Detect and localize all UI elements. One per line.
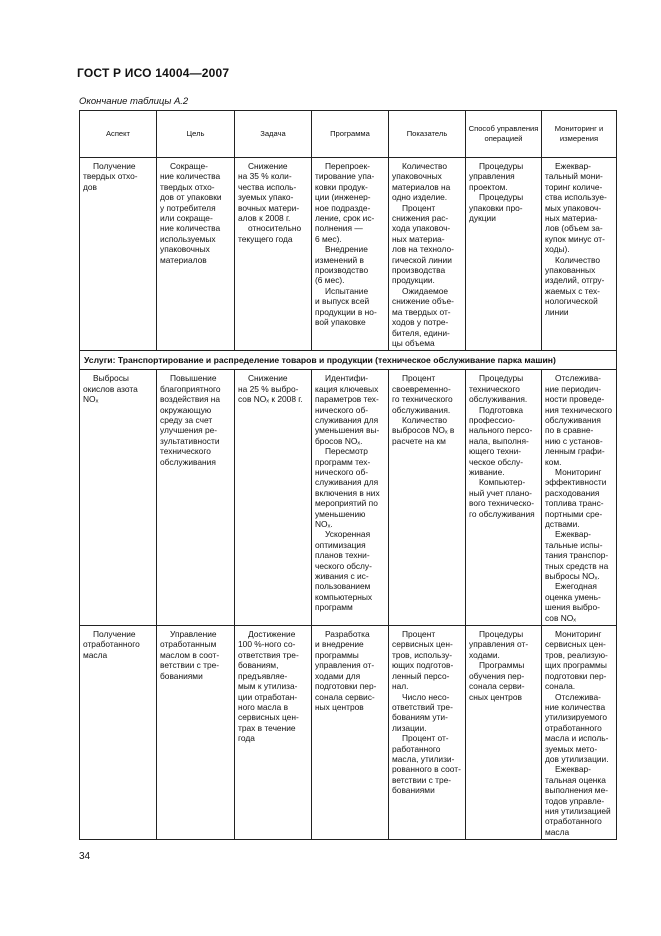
cell-line: NOₓ. [315,519,333,529]
cell-line: ком. [545,456,562,467]
cell-line: управления от- [315,660,375,671]
cell-line: планов техни- [315,550,370,561]
cell-line: окислов азота [83,383,138,394]
cell-line: го технического [392,394,453,405]
cell-line: Перепроек- [325,161,370,171]
cell-line: нию с установ- [545,435,603,446]
cell-line: пользованием [315,581,371,592]
cell-line: купок минус от- [545,233,605,244]
cell-line: отработанным [160,639,217,650]
cell-line: тальный мони- [545,171,603,182]
cell-line: продукции в но- [315,306,377,317]
cell-line: изделий, отгру- [545,275,605,286]
cell-line: оптимизация [315,539,366,550]
cell-line: отработанного [545,816,602,827]
cell-line: Процент [402,373,436,384]
cell-line: ходами для [315,670,361,681]
cell-line: года [238,733,255,744]
cell-line: Снижение [248,373,288,384]
cell-aspect [80,626,157,840]
cell-line: окружающую [160,404,212,415]
cell-line: обслуживания. [469,394,528,405]
cell-line: 6 мес). [315,233,342,244]
cell-line: обучения пер- [469,670,525,681]
table-caption: Окончание таблицы А.2 [79,96,189,107]
cell-line: ние количества [545,701,606,712]
cell-line: портными сре- [545,508,603,519]
cell-line: ния утилизацией [545,805,611,816]
cell-line: компьютерных [315,591,373,602]
section-title: Услуги: Транспортирование и распределение товаров и продукции (техническое обслуживание парка машин) [80,351,617,370]
cell-line: жаемых с тех- [545,285,600,296]
cell-line: воздействия на [160,394,221,405]
cell-line: бованиям, [238,660,279,671]
cell-line: подготовки пер- [545,670,607,681]
header-goal: Цель [157,111,235,158]
cell-line: текущего года [238,233,293,244]
cell-line: обслуживания [545,414,601,425]
cell-line: (6 мес). [315,275,345,286]
cell-line: вой упаковке [315,317,366,328]
cell-line: Процедуры [479,629,524,640]
cell-line: сервисных цен- [545,639,606,650]
cell-line: технического [469,383,520,394]
cell-line: тных средств на [545,560,609,571]
cell-line: Выбросы [93,373,129,384]
cell-line: Снижение [248,161,288,171]
cell-line: уменьшению [315,508,366,519]
header-aspect: Аспект [80,111,157,158]
cell-line: ющих подготов- [392,660,454,671]
cell-line: ление, срок ис- [315,213,375,224]
cell-line: Ускоренная [325,529,371,540]
cell-line: ции отработан- [238,691,298,702]
cell-line: дов утилизации. [545,753,609,764]
cell-task [235,370,312,626]
cell-line: Сокраще- [170,161,208,171]
cell-line: нологической [545,296,598,307]
cell-line: го обслуживания [469,508,535,519]
cell-task [235,158,312,351]
cell-line: сервисных цен- [238,712,299,723]
cell-line: служивания для [315,477,379,488]
cell-line: полнения — [315,223,363,234]
cell-line: материалов [160,254,207,265]
cell-line: алов к 2008 г. [238,213,291,224]
cell-line: лов на техноло- [392,244,454,255]
cell-goal [157,158,235,351]
header-method: Способ управления операцией [466,111,542,158]
cell-line: сов NOₓ к 2008 г. [238,394,303,405]
cell-line: расчете на км [392,435,446,446]
cell-line: вочных матери- [238,202,300,213]
cell-line: относительно [248,223,302,234]
cell-line: Управление [170,629,217,640]
cell-line: бованиями [392,785,435,796]
table-row [80,626,617,840]
cell-line: живания с ис- [315,571,369,582]
cell-line: Пересмотр [325,446,368,457]
cell-method [466,370,542,626]
cell-line: бованиям ути- [392,712,448,723]
cell-line: сервисных цен- [392,639,453,650]
cell-line: тальные испы- [545,539,603,550]
cell-line: Процент [402,202,436,213]
cell-line: материалов на [392,181,451,192]
cell-indicator [389,158,466,351]
cell-line: ответствий тре- [392,701,453,712]
cell-line: ние периодич- [545,383,602,394]
cell-line: Процент [402,629,436,640]
cell-aspect [80,370,157,626]
cell-line: хода упаковоч- [392,223,451,234]
cell-program [312,370,389,626]
cell-line: дукции [469,213,496,224]
cell-line: снижения рас- [392,213,449,224]
cell-line: включения в них [315,487,380,498]
cell-line: Идентифи- [325,373,369,384]
cell-line: Ежеквар- [555,161,591,171]
cell-line: тирование упа- [315,171,375,182]
cell-line: утилизируемого [545,712,608,723]
cell-line: упаковки про- [469,202,523,213]
cell-monitoring [542,370,617,626]
cell-line: тров, использу- [392,649,453,660]
cell-monitoring [542,158,617,351]
cell-line: масла [83,649,108,660]
cell-line: Достижение [248,629,296,640]
cell-line: управления [469,171,515,182]
cell-line: бованиями [160,670,203,681]
cell-line: отработанного [545,722,602,733]
cell-line: масла и исполь- [545,733,609,744]
cell-line: упакованных [545,265,596,276]
cell-line: ных центров [315,701,364,712]
cell-line: одно изделие. [392,192,448,203]
cell-line: ческого обслу- [315,560,372,571]
cell-line: оценка умень- [545,591,601,602]
cell-line: Отслежива- [555,691,601,702]
cell-aspect [80,158,157,351]
cell-line: Процедуры [479,373,524,384]
cell-line: и выпуск всей [315,296,370,307]
cell-line: ветствии с тре- [392,774,452,785]
cell-line: ходов у потре- [392,317,449,328]
cell-line: Процедуры [479,192,524,203]
cell-line: Мониторинг [555,629,602,640]
cell-line: Отслежива- [555,373,601,384]
cell-line: ности проведе- [545,394,605,405]
table-header-row [80,111,617,158]
cell-line: параметров тех- [315,394,379,405]
cell-line: сонала серви- [469,681,525,692]
cell-line: ветствии с тре- [160,660,220,671]
cell-line: бителя, едини- [392,327,450,338]
cell-line: программ тех- [315,456,371,467]
cell-line: подготовки пер- [315,681,377,692]
cell-method [466,158,542,351]
cell-line: Получение [93,161,136,171]
cell-line: ходы). [545,244,570,255]
cell-line: дствами. [545,519,580,529]
cell-line: ных материа- [545,213,598,224]
cell-line: Ежеквар- [555,764,591,775]
cell-line: Получение [93,629,136,640]
cell-line: ное подразде- [315,202,371,213]
cell-line: выбросы NOₓ. [545,571,600,582]
cell-line: живание. [469,466,505,477]
cell-line: ма твердых от- [392,306,451,317]
cell-line: тров, реализую- [545,649,608,660]
cell-line: служивания для [315,414,379,425]
cell-line: ческое обслу- [469,456,524,467]
cell-line: проектом. [469,181,508,192]
cell-line: у потребителя [160,202,216,213]
cell-line: программы [315,649,359,660]
cell-line: торинг количе- [545,181,603,192]
cell-line: ства используе- [545,192,607,203]
cell-line: ответствия тре- [238,649,299,660]
cell-line: нического об- [315,466,369,477]
cell-line: щих программы [545,660,607,671]
cell-line: улучшения ре- [160,425,218,436]
cell-line: упаковочных [392,171,442,182]
cell-line: Ежеквар- [555,529,591,540]
cell-line: Количество [402,161,447,171]
cell-line: рованного в соот- [392,764,461,775]
cell-line: сных центров [469,691,522,702]
cell-line: и внедрение [315,639,364,650]
cell-line: Внедрение [325,244,368,255]
cell-line: 100 %-ного со- [238,639,296,650]
cell-line: ющего техни- [469,446,522,457]
cell-line: ходами. [469,649,500,660]
cell-indicator [389,626,466,840]
cell-line: Ожидаемое [402,285,449,296]
cell-line: сонала. [545,681,576,692]
environmental-aspects-table [79,110,617,840]
cell-line: Повышение [170,373,217,384]
cell-line: ного масла в [238,701,289,712]
cell-program [312,158,389,351]
cell-line: нала, выполня- [469,435,529,446]
cell-line: на 25 % выбро- [238,383,299,394]
cell-line: Испытание [325,285,369,296]
cell-line: тания транспор- [545,550,609,561]
cell-line: производство [315,265,369,276]
cell-line: гической линии [392,254,452,265]
cell-task [235,626,312,840]
cell-line: тодов управле- [545,795,605,806]
cell-line: вого техническо- [469,498,534,509]
table-row [80,158,617,351]
cell-line: зуемых упако- [238,192,294,203]
cell-line: Компьютер- [479,477,526,488]
cell-line: твердых отхо- [160,181,215,192]
cell-method [466,626,542,840]
cell-line: используемых [160,233,216,244]
cell-line: программ [315,602,353,613]
cell-line: дов [83,181,97,192]
cell-line: Мониторинг [555,466,602,477]
cell-line: ние количества [160,223,221,234]
section-row [80,351,617,370]
header-task: Задача [235,111,312,158]
cell-line: Процент от- [402,733,449,744]
cell-line: мых упаковоч- [545,202,602,213]
cell-line: ции (инженер- [315,192,371,203]
cell-line: или сокраще- [160,213,213,224]
cell-line: своевременно- [392,383,451,394]
cell-line: ленным графи- [545,446,605,457]
cell-line: NOₓ [83,394,99,405]
cell-line: выполнения ме- [545,785,609,796]
cell-line: обслуживания. [392,404,451,415]
cell-line: мероприятий по [315,498,378,509]
cell-goal [157,626,235,840]
cell-line: зультативности [160,435,220,446]
cell-indicator [389,370,466,626]
cell-line: масла [545,826,570,837]
cell-line: кация ключевых [315,383,379,394]
cell-line: работанного [392,743,441,754]
cell-line: Количество [555,254,600,265]
cell-line: технического [160,446,211,457]
cell-line: трах в течение [238,722,296,733]
cell-line: снижение объе- [392,296,454,307]
cell-line: эффективности [545,477,607,488]
cell-line: упаковочных [160,244,210,255]
cell-line: ных материа- [392,233,445,244]
table-row [80,370,617,626]
cell-line: чества исполь- [238,181,297,192]
document-header: ГОСТ Р ИСО 14004—2007 [77,66,230,80]
cell-line: обслуживания [160,456,216,467]
cell-line: продукции. [392,275,435,286]
cell-line: Ежегодная [555,581,597,592]
cell-goal [157,370,235,626]
cell-line: дов от упаковки [160,192,222,203]
cell-line: Разработка [325,629,370,640]
header-monitoring: Мониторинг и измерения [542,111,617,158]
cell-line: выбросов NOₓ в [392,425,455,436]
cell-line: нал. [392,681,409,692]
header-program: Программа [312,111,389,158]
cell-line: бросов NOₓ. [315,435,363,446]
cell-line: ленный персо- [392,670,450,681]
cell-line: линии [545,306,569,317]
cell-line: среду за счет [160,414,213,425]
cell-line: Подготовка [479,404,524,415]
header-indicator: Показатель [389,111,466,158]
cell-line: ковки продук- [315,181,368,192]
cell-line: производства [392,265,446,276]
page-number: 34 [79,851,91,862]
cell-line: профессио- [469,414,515,425]
cell-program [312,626,389,840]
cell-line: цы объема [392,337,435,348]
cell-line: нического об- [315,404,369,415]
cell-line: шения выбро- [545,602,600,613]
cell-line: лизации. [392,722,427,733]
cell-line: изменений в [315,254,364,265]
cell-line: масла, утилизи- [392,753,455,764]
cell-line: маслом в соот- [160,649,220,660]
cell-line: Число несо- [402,691,450,702]
cell-line: расходования [545,487,600,498]
cell-line: Процедуры [479,161,524,171]
cell-line: управления от- [469,639,529,650]
cell-line: Программы [479,660,525,671]
cell-line: ный учет плано- [469,487,532,498]
cell-monitoring [542,626,617,840]
cell-line: твердых отхо- [83,171,138,182]
cell-line: сонала сервис- [315,691,375,702]
cell-line: уменьшения вы- [315,425,380,436]
cell-line: предъявляе- [238,670,288,681]
cell-line: ния технического [545,404,613,415]
cell-line: ние количества [160,171,221,182]
cell-line: тальная оценка [545,774,606,785]
cell-line: Количество [402,414,447,425]
cell-line: по в сравне- [545,425,594,436]
cell-line: сов NOₓ [545,612,577,623]
cell-line: зуемых мето- [545,743,598,754]
cell-line: отработанного [83,639,140,650]
cell-line: благоприятного [160,383,221,394]
cell-line: мым к утилиза- [238,681,298,692]
cell-line: на 35 % коли- [238,171,292,182]
cell-line: лов (объем за- [545,223,603,234]
cell-line: нального персо- [469,425,533,436]
cell-line: топлива транс- [545,498,604,509]
